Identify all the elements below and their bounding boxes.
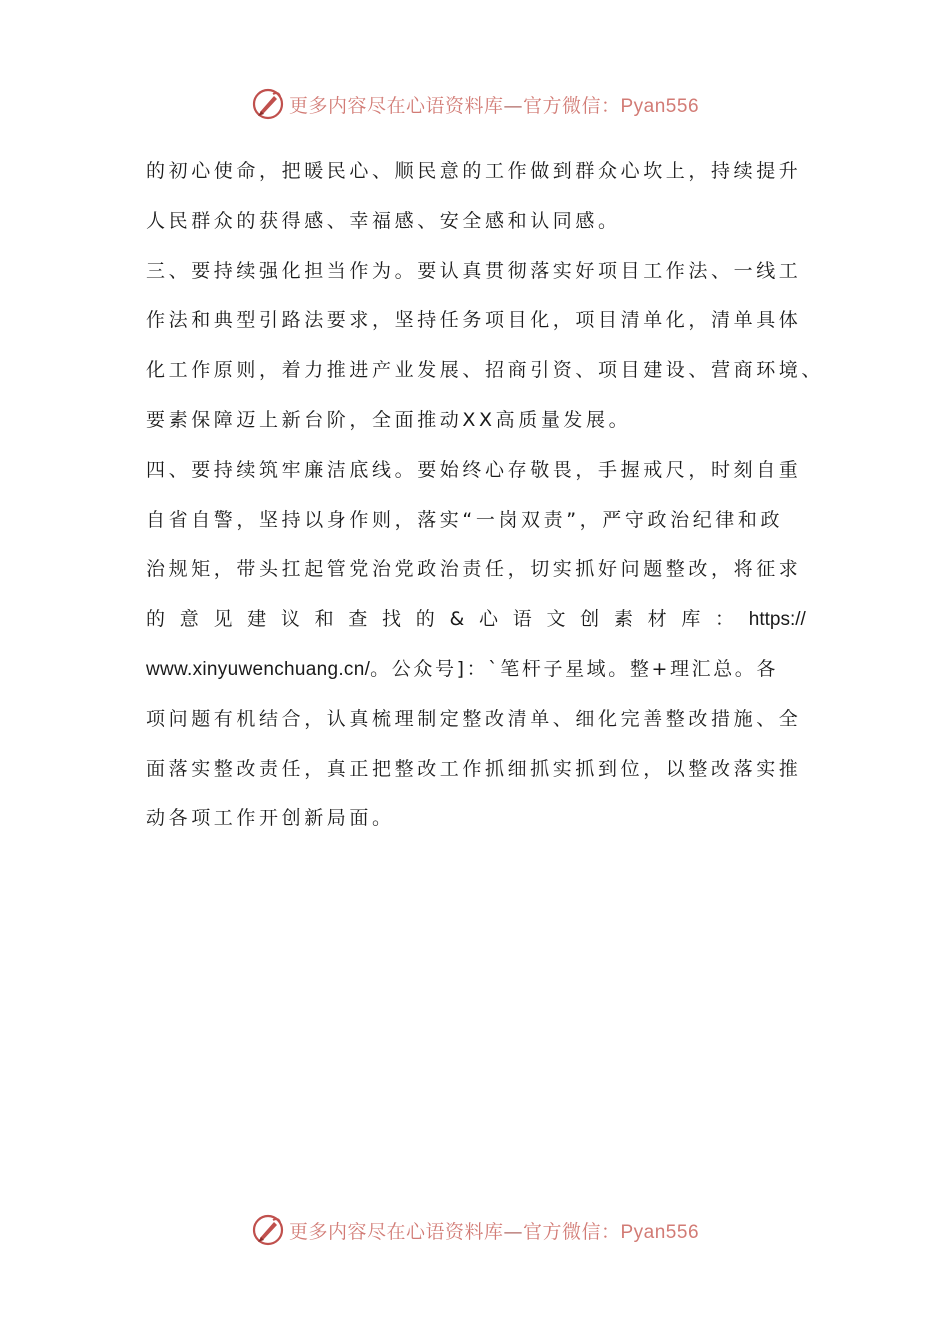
wechat-label: 官方微信：	[522, 1220, 621, 1243]
pen-nib-logo-icon	[251, 87, 285, 121]
body-line: 四、要持续筑牢廉洁底线。要始终心存敬畏，手握戒尺，时刻自重	[146, 458, 802, 481]
body-line: 三、要持续强化担当作为。要认真贯彻落实好项目工作法、一线工	[146, 259, 802, 282]
justified-token: 找	[382, 608, 402, 631]
body-line: 作法和典型引路法要求，坚持任务项目化，项目清单化，清单具体	[146, 309, 802, 332]
justified-token: 语	[512, 608, 532, 631]
justified-token: 材	[647, 608, 667, 631]
footer-banner-text	[289, 1217, 699, 1244]
justified-token: 的	[415, 608, 435, 631]
justified-token: 意	[179, 608, 199, 631]
header-banner	[0, 84, 950, 124]
wechat-id: Pyan556	[620, 95, 700, 117]
justified-token: 建	[247, 608, 267, 631]
body-line-justified	[146, 595, 806, 645]
body-line: 面落实整改责任，真正把整改工作抓细抓实抓到位，以整改落实推	[146, 757, 802, 780]
banner-title: 更多内容尽在心语资料库	[288, 94, 504, 117]
body-line: 项问题有机结合，认真梳理制定整改清单、细化完善整改措施、全	[146, 707, 802, 730]
body-line: 人民群众的获得感、幸福感、安全感和认同感。	[146, 209, 621, 232]
url-text: www.xinyuwenchuang.cn/	[146, 658, 371, 680]
body-line: 治规矩，带头扛起管党治党政治责任，切实抓好问题整改，将征求	[146, 558, 802, 581]
justified-token: 见	[213, 608, 233, 631]
banner-dash: —	[503, 94, 523, 117]
body-line: 要素保障迈上新台阶，全面推动XX高质量发展。	[146, 408, 632, 431]
justified-token: 文	[546, 608, 566, 631]
url-line-rest: 。公众号]：`笔杆子星域。整+理汇总。各	[370, 657, 779, 680]
wechat-label: 官方微信：	[522, 94, 621, 117]
banner-title: 更多内容尽在心语资料库	[288, 1220, 504, 1243]
wechat-id: Pyan556	[620, 1221, 700, 1243]
pen-nib-logo-icon	[251, 1213, 285, 1247]
justified-token: 心	[479, 608, 499, 631]
justified-token: &	[449, 608, 465, 631]
header-banner-text	[289, 91, 699, 118]
body-line: 动各项工作开创新局面。	[146, 807, 395, 830]
justified-token: ：	[715, 608, 735, 631]
footer-banner	[0, 1210, 950, 1250]
justified-token: 的	[146, 608, 166, 631]
justified-token: 素	[613, 608, 633, 631]
justified-token: 和	[314, 608, 334, 631]
justified-token: 议	[280, 608, 300, 631]
banner-dash: —	[503, 1220, 523, 1243]
justified-token: https://	[748, 609, 806, 631]
justified-token: 库	[681, 608, 701, 631]
body-line: 自省自警，坚持以身作则，落实“一岗双责”，严守政治纪律和政	[146, 508, 784, 531]
justified-token: 创	[580, 608, 600, 631]
body-line: 的初心使命，把暖民心、顺民意的工作做到群众心坎上，持续提升	[146, 160, 802, 182]
document-body	[146, 147, 825, 844]
justified-token: 查	[348, 608, 368, 631]
body-line-url	[146, 645, 806, 695]
body-line: 化工作原则，着力推进产业发展、招商引资、项目建设、营商环境、	[146, 359, 825, 382]
